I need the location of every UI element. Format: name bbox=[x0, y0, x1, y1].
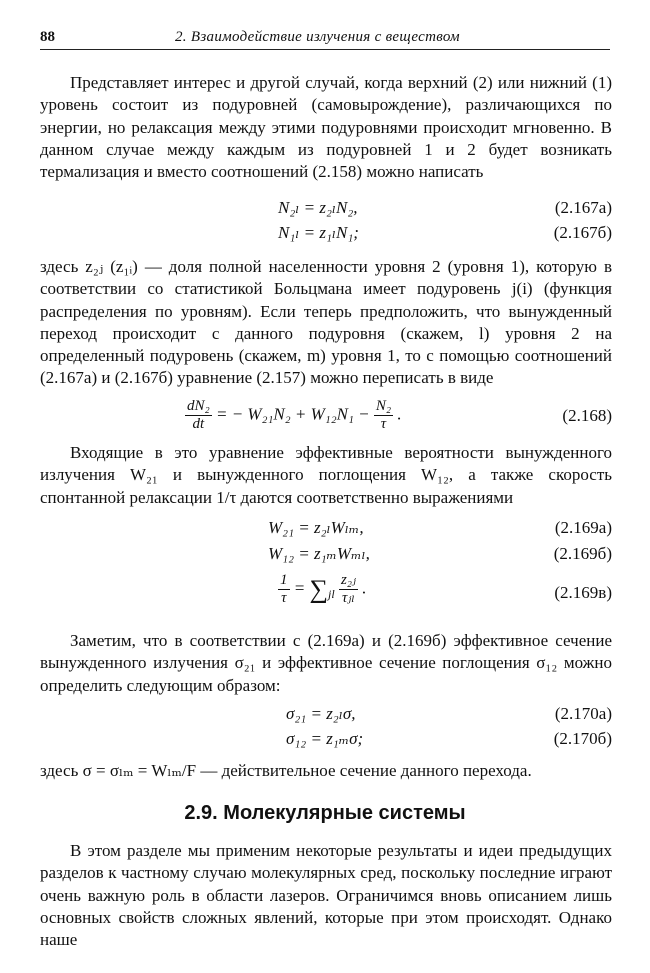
sum-symbol: ∑ bbox=[309, 574, 329, 604]
equation-2-170b bbox=[286, 729, 363, 753]
equation-lhs: σ₁₂ bbox=[286, 729, 307, 748]
equation-number: (2.169б) bbox=[553, 544, 612, 563]
fraction-denominator: τⱼₗ bbox=[341, 590, 355, 606]
equation-number: (2.169а) bbox=[554, 518, 612, 537]
equation-rhs: = z₂ₗσ, bbox=[310, 704, 356, 723]
fraction bbox=[339, 572, 358, 607]
equation-lhs: N₂ₗ bbox=[278, 198, 300, 217]
paragraph-1: Представляет интерес и другой случай, когда верхний (2) или нижний (1) уровень состоит из подуровней (самовырождение), различающихся по энергии, но релаксация между этими подуровнями происходит мгновенно. В данном случае между каждым из подуровней 1 и 2 будет возникать термализация и вместо соотношений (2.158) можно написать bbox=[40, 73, 612, 182]
section-title: 2.9. Молекулярные системы bbox=[184, 802, 466, 824]
page-header bbox=[40, 27, 610, 50]
equation-rhs: = z₁ₗN₁; bbox=[303, 223, 359, 242]
paragraph-3: Входящие в это уравнение эффективные вероятности вынужденного излучения W₂₁ и вынужденного поглощения W₁₂, а также скорость спонтанной релаксации 1/τ даются соответственно выражениями bbox=[40, 443, 612, 507]
equation-number: (2.167б) bbox=[553, 223, 612, 242]
fraction-numerator: 1 bbox=[280, 572, 288, 588]
equation-2-167a bbox=[278, 198, 358, 222]
fraction-numerator: dN₂ bbox=[187, 398, 210, 414]
paragraph-4: Заметим, что в соответствии с (2.169а) и (2.169б) эффективное сечение вынужденного излучения σ₂₁ и эффективное сечение поглощения σ₁₂ можно определить следующим образом: bbox=[40, 631, 612, 695]
equation-number: (2.170а) bbox=[554, 704, 612, 723]
equation-2-168 bbox=[185, 398, 402, 438]
equation-number: (2.168) bbox=[562, 406, 612, 425]
fraction-denominator: τ bbox=[281, 590, 287, 606]
equation-lhs: W₂₁ bbox=[268, 518, 294, 537]
fraction bbox=[185, 398, 212, 433]
equation-middle: = bbox=[293, 578, 306, 598]
paragraph-5: здесь σ = σₗₘ = Wₗₘ/F — действительное сечение данного перехода. bbox=[40, 761, 532, 780]
equation-rhs: = z₂ₗWₗₘ, bbox=[298, 518, 364, 537]
fraction bbox=[374, 398, 393, 433]
equation-2-169a bbox=[268, 518, 364, 542]
equation-rhs: = z₁ₘσ; bbox=[310, 729, 364, 748]
page-number: 88 bbox=[40, 29, 55, 45]
equation-tail: . bbox=[362, 578, 367, 598]
equation-tail: . bbox=[397, 404, 402, 424]
equation-number: (2.170б) bbox=[553, 729, 612, 748]
equation-middle: = − W₂₁N₂ + W₁₂N₁ − bbox=[215, 404, 370, 424]
equation-lhs: W₁₂ bbox=[268, 544, 294, 563]
fraction bbox=[278, 572, 290, 607]
equation-rhs: = z₁ₘWₘₗ, bbox=[298, 544, 370, 563]
running-title: 2. Взаимодействие излучения с веществом bbox=[175, 29, 460, 45]
equation-2-170a bbox=[286, 704, 355, 728]
equation-lhs: N₁ₗ bbox=[278, 223, 300, 242]
equation-2-169b bbox=[268, 544, 370, 568]
fraction-denominator: τ bbox=[380, 416, 387, 432]
fraction-numerator: N₂ bbox=[375, 398, 392, 414]
equation-2-167b bbox=[278, 223, 359, 247]
equation-lhs: σ₂₁ bbox=[286, 704, 307, 723]
sum-index: jl bbox=[328, 586, 335, 601]
equation-number: (2.167а) bbox=[554, 198, 612, 217]
paragraph-6: В этом разделе мы применим некоторые результаты и идеи предыдущих разделов к частному случаю молекулярных сред, поскольку последние играют очень важную роль в области лазеров. Ограничимся вновь описанием лишь основных свойств сложных явлений, которые при этом происходят. Однако наше bbox=[40, 841, 612, 950]
fraction-numerator: z₂ⱼ bbox=[340, 572, 356, 588]
equation-number: (2.169в) bbox=[554, 583, 612, 602]
fraction-denominator: dt bbox=[192, 416, 205, 432]
equation-rhs: = z₂ₗN₂, bbox=[303, 198, 358, 217]
paragraph-2: здесь z₂ⱼ (z₁ᵢ) — доля полной населенности уровня 2 (уровня 1), которую в соответствии со статистикой Больцмана имеет подуровень j(i) (функция распределения по уровням). Если теперь предположить, что вынужденный переход происходит с данного подуровня (скажем, l) уровня 2 на определенный подуровень (скажем, m) уровня 1, то с помощью соотношений (2.167а) и (2.167б) уравнение (2.157) можно переписать в виде bbox=[40, 257, 612, 388]
equation-2-169v bbox=[278, 572, 366, 618]
